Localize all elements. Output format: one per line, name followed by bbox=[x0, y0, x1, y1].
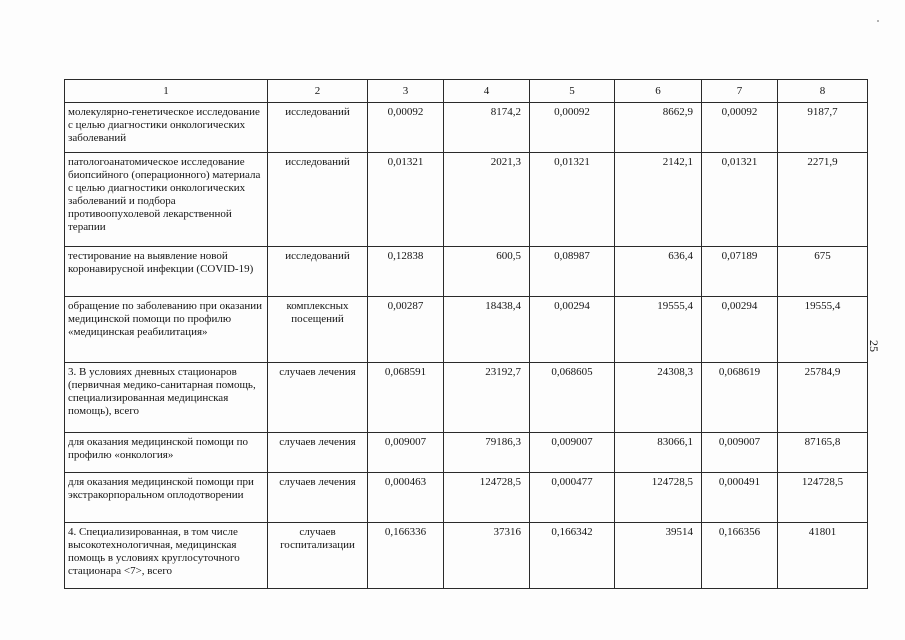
indicator-cell: для оказания медицинской помощи по профилю «онкология» bbox=[65, 433, 268, 473]
unit-cell: случаев лечения bbox=[268, 473, 368, 523]
value-cell: 2142,1 bbox=[615, 153, 702, 247]
unit-cell: случаев лечения bbox=[268, 363, 368, 433]
header-row bbox=[65, 80, 868, 103]
indicator-cell: молекулярно-генетическое исследование с целью диагностики онкологических заболеваний bbox=[65, 103, 268, 153]
unit-cell: исследований bbox=[268, 103, 368, 153]
value-cell: 25784,9 bbox=[778, 363, 868, 433]
unit-cell: комплексных посещений bbox=[268, 297, 368, 363]
unit-cell: случаев госпитализации bbox=[268, 523, 368, 589]
page-number: 25 bbox=[867, 340, 881, 352]
value-cell: 124728,5 bbox=[444, 473, 530, 523]
unit-cell: исследований bbox=[268, 247, 368, 297]
value-cell: 23192,7 bbox=[444, 363, 530, 433]
indicator-cell: тестирование на выявление новой коронавирусной инфекции (COVID-19) bbox=[65, 247, 268, 297]
value-cell: 0,009007 bbox=[702, 433, 778, 473]
table-row bbox=[65, 103, 868, 153]
value-cell: 0,00294 bbox=[530, 297, 615, 363]
table-row bbox=[65, 297, 868, 363]
value-cell: 0,01321 bbox=[530, 153, 615, 247]
value-cell: 124728,5 bbox=[778, 473, 868, 523]
indicator-cell: 3. В условиях дневных стационаров (первичная медико-санитарная помощь, специализированная медицинская помощь), всего bbox=[65, 363, 268, 433]
value-cell: 0,00092 bbox=[702, 103, 778, 153]
value-cell: 0,00092 bbox=[530, 103, 615, 153]
value-cell: 9187,7 bbox=[778, 103, 868, 153]
table-row bbox=[65, 363, 868, 433]
value-cell: 0,01321 bbox=[368, 153, 444, 247]
value-cell: 2021,3 bbox=[444, 153, 530, 247]
value-cell: 124728,5 bbox=[615, 473, 702, 523]
value-cell: 0,068591 bbox=[368, 363, 444, 433]
value-cell: 0,07189 bbox=[702, 247, 778, 297]
header-cell: 2 bbox=[268, 80, 368, 103]
value-cell: 87165,8 bbox=[778, 433, 868, 473]
value-cell: 41801 bbox=[778, 523, 868, 589]
unit-cell: исследований bbox=[268, 153, 368, 247]
value-cell: 0,00092 bbox=[368, 103, 444, 153]
indicator-cell: патологоанатомическое исследование биопсийного (операционного) материала с целью диагностики онкологических заболеваний и подбора противоопухолевой лекарственной терапии bbox=[65, 153, 268, 247]
value-cell: 675 bbox=[778, 247, 868, 297]
indicator-cell: 4. Специализированная, в том числе высокотехнологичная, медицинская помощь в условиях круглосуточного стационара <7>, всего bbox=[65, 523, 268, 589]
value-cell: 0,08987 bbox=[530, 247, 615, 297]
value-cell: 0,068619 bbox=[702, 363, 778, 433]
value-cell: 2271,9 bbox=[778, 153, 868, 247]
value-cell: 0,166356 bbox=[702, 523, 778, 589]
value-cell: 636,4 bbox=[615, 247, 702, 297]
unit-cell: случаев лечения bbox=[268, 433, 368, 473]
table-row bbox=[65, 523, 868, 589]
value-cell: 0,000463 bbox=[368, 473, 444, 523]
header-cell: 6 bbox=[615, 80, 702, 103]
value-cell: 8174,2 bbox=[444, 103, 530, 153]
indicator-cell: для оказания медицинской помощи при экстракорпоральном оплодотворении bbox=[65, 473, 268, 523]
table-row bbox=[65, 247, 868, 297]
value-cell: 0,01321 bbox=[702, 153, 778, 247]
value-cell: 0,009007 bbox=[530, 433, 615, 473]
table-body bbox=[65, 80, 868, 589]
header-cell: 8 bbox=[778, 80, 868, 103]
value-cell: 0,000477 bbox=[530, 473, 615, 523]
header-cell: 7 bbox=[702, 80, 778, 103]
table-row bbox=[65, 473, 868, 523]
header-cell: 3 bbox=[368, 80, 444, 103]
value-cell: 83066,1 bbox=[615, 433, 702, 473]
value-cell: 39514 bbox=[615, 523, 702, 589]
value-cell: 37316 bbox=[444, 523, 530, 589]
value-cell: 79186,3 bbox=[444, 433, 530, 473]
value-cell: 0,12838 bbox=[368, 247, 444, 297]
table-row bbox=[65, 153, 868, 247]
value-cell: 24308,3 bbox=[615, 363, 702, 433]
header-cell: 1 bbox=[65, 80, 268, 103]
value-cell: 0,068605 bbox=[530, 363, 615, 433]
value-cell: 600,5 bbox=[444, 247, 530, 297]
data-table bbox=[64, 79, 868, 589]
value-cell: 0,166342 bbox=[530, 523, 615, 589]
value-cell: 0,000491 bbox=[702, 473, 778, 523]
table-row bbox=[65, 433, 868, 473]
value-cell: 19555,4 bbox=[615, 297, 702, 363]
indicator-cell: обращение по заболеванию при оказании медицинской помощи по профилю «медицинская реабилитация» bbox=[65, 297, 268, 363]
value-cell: 0,00287 bbox=[368, 297, 444, 363]
header-cell: 4 bbox=[444, 80, 530, 103]
value-cell: 8662,9 bbox=[615, 103, 702, 153]
value-cell: 0,166336 bbox=[368, 523, 444, 589]
value-cell: 19555,4 bbox=[778, 297, 868, 363]
value-cell: 18438,4 bbox=[444, 297, 530, 363]
value-cell: 0,00294 bbox=[702, 297, 778, 363]
header-cell: 5 bbox=[530, 80, 615, 103]
value-cell: 0,009007 bbox=[368, 433, 444, 473]
scan-speck bbox=[877, 20, 879, 22]
